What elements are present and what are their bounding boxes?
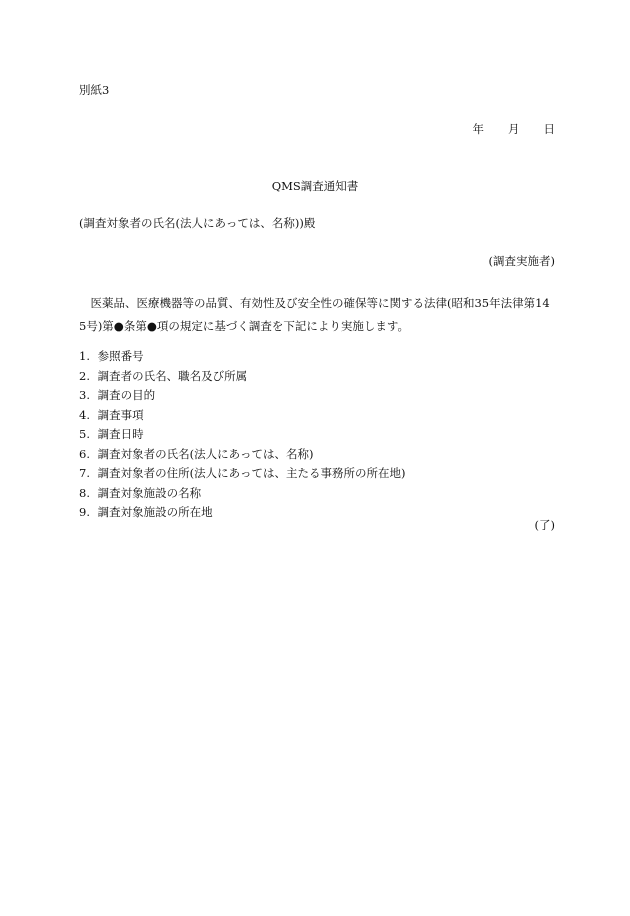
item-number: 3. xyxy=(79,388,90,402)
item-text: 調査対象者の氏名(法人にあっては、名称) xyxy=(97,446,314,461)
list-item xyxy=(79,484,406,504)
addressee: (調査対象者の氏名(法人にあっては、名称))殿 xyxy=(79,216,316,230)
item-text: 調査者の氏名、職名及び所属 xyxy=(97,368,248,383)
list-item xyxy=(79,425,406,445)
item-number: 2. xyxy=(79,368,90,383)
item-text: 調査対象者の住所(法人にあっては、主たる事務所の所在地) xyxy=(97,466,406,480)
date-day-label: 日 xyxy=(543,122,555,136)
document-title: QMS調査通知書 xyxy=(271,179,359,193)
item-text: 調査対象施設の所在地 xyxy=(97,505,213,519)
list-item xyxy=(79,367,406,387)
issuer: (調査実施者) xyxy=(488,254,555,268)
item-number: 5. xyxy=(79,427,90,441)
item-text: 調査日時 xyxy=(97,427,144,441)
date-line xyxy=(473,124,556,136)
list-item xyxy=(79,347,406,367)
item-number: 8. xyxy=(79,485,90,500)
list-item xyxy=(79,406,406,426)
item-list xyxy=(79,347,406,523)
end-mark: (了) xyxy=(534,518,555,532)
attachment-label: 別紙3 xyxy=(79,83,110,97)
item-text: 参照番号 xyxy=(97,349,144,363)
body-paragraph: 医薬品、医療機器等の品質、有効性及び安全性の確保等に関する法律(昭和35年法律第145号)第●条第●項の規定に基づく調査を下記により実施します。 xyxy=(79,296,550,333)
item-number: 1. xyxy=(79,349,90,363)
list-item xyxy=(79,386,406,406)
list-item xyxy=(79,464,406,484)
item-number: 6. xyxy=(79,446,90,461)
item-text: 調査対象施設の名称 xyxy=(97,485,202,500)
item-text: 調査の目的 xyxy=(97,388,156,402)
list-item xyxy=(79,445,406,465)
item-text: 調査事項 xyxy=(97,407,144,422)
date-month-label: 月 xyxy=(508,122,520,136)
list-item xyxy=(79,503,406,523)
item-number: 7. xyxy=(79,466,90,480)
item-number: 9. xyxy=(79,505,90,519)
date-year-label: 年 xyxy=(472,122,484,136)
item-number: 4. xyxy=(79,407,90,422)
